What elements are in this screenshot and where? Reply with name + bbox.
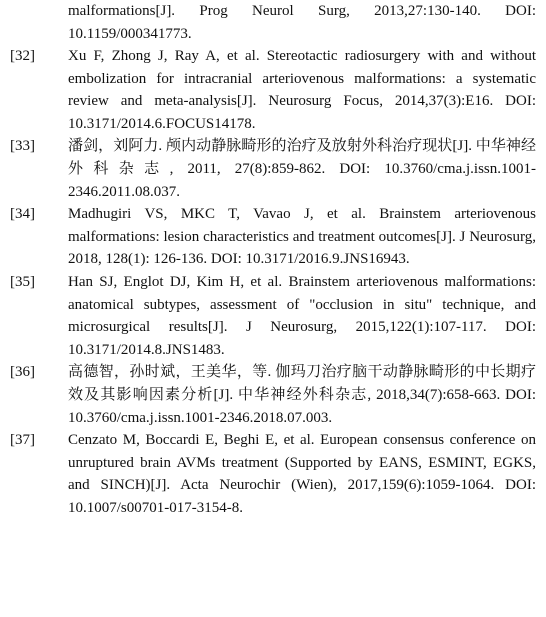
reference-number: [33] [10, 138, 35, 155]
reference-text: Cenzato M, Boccardi E, Beghi E, et al. European consensus conference on unruptured brain AVMs treatment (Supported by EANS, ESMINT, EGKS, and SINCH)[J]. Acta Neurochir (Wien), 2017,159(6):1059-1064. DOI: 10.1007/s00701-017-3154-8. [68, 432, 536, 516]
reference-text: Xu F, Zhong J, Ray A, et al. Stereotactic radiosurgery with and without embolization for intracranial arteriovenous malformations: a systematic review and meta-analysis[J]. Neurosurg Focus, 2014,37(3):E16. DOI: 10.3171/2014.6.FOCUS14178. [68, 48, 536, 132]
reference-item [0, 429, 546, 519]
reference-text: 潘剑，刘阿力. 颅内动静脉畸形的治疗及放射外科治疗现状[J]. 中华神经外科杂志, 2011, 27(8):859-862. DOI: 10.3760/cma.j.issn.1001-2346.2011.08.037. [68, 138, 536, 200]
reference-number: [36] [10, 364, 35, 381]
reference-item [0, 271, 546, 361]
reference-number: [37] [10, 432, 35, 449]
reference-text: Han SJ, Englot DJ, Kim H, et al. Brainstem arteriovenous malformations: anatomical subtypes, assessment of "occlusion in situ" technique, and microsurgical results[J]. J Neurosurg, 2015,122(1):107-117. DOI: 10.3171/2014.8.JNS1483. [68, 273, 536, 358]
reference-text: malformations[J]. Prog Neurol Surg, 2013,27:130-140. DOI: 10.1159/000341773. [68, 3, 536, 42]
reference-number: [34] [10, 206, 35, 223]
reference-item [0, 135, 546, 203]
reference-item [0, 0, 546, 44]
reference-text: Madhugiri VS, MKC T, Vavao J, et al. Brainstem arteriovenous malformations: lesion characteristics and treatment outcomes[J]. J Neurosurg, 2018, 128(1): 126-136. DOI: 10.3171/2016.9.JNS16943. [68, 206, 536, 268]
reference-text: 高德智，孙时斌，王美华，等. 伽玛刀治疗脑干动静脉畸形的中长期疗效及其影响因素分析[J]. 中华神经外科杂志, 2018,34(7):658-663. DOI: 10.3760/cma.j.issn.1001-2346.2018.07.003. [68, 364, 536, 426]
reference-item [0, 361, 546, 429]
reference-number: [35] [10, 273, 35, 290]
reference-number: [32] [10, 48, 35, 64]
reference-item [0, 45, 546, 135]
reference-item [0, 203, 546, 271]
